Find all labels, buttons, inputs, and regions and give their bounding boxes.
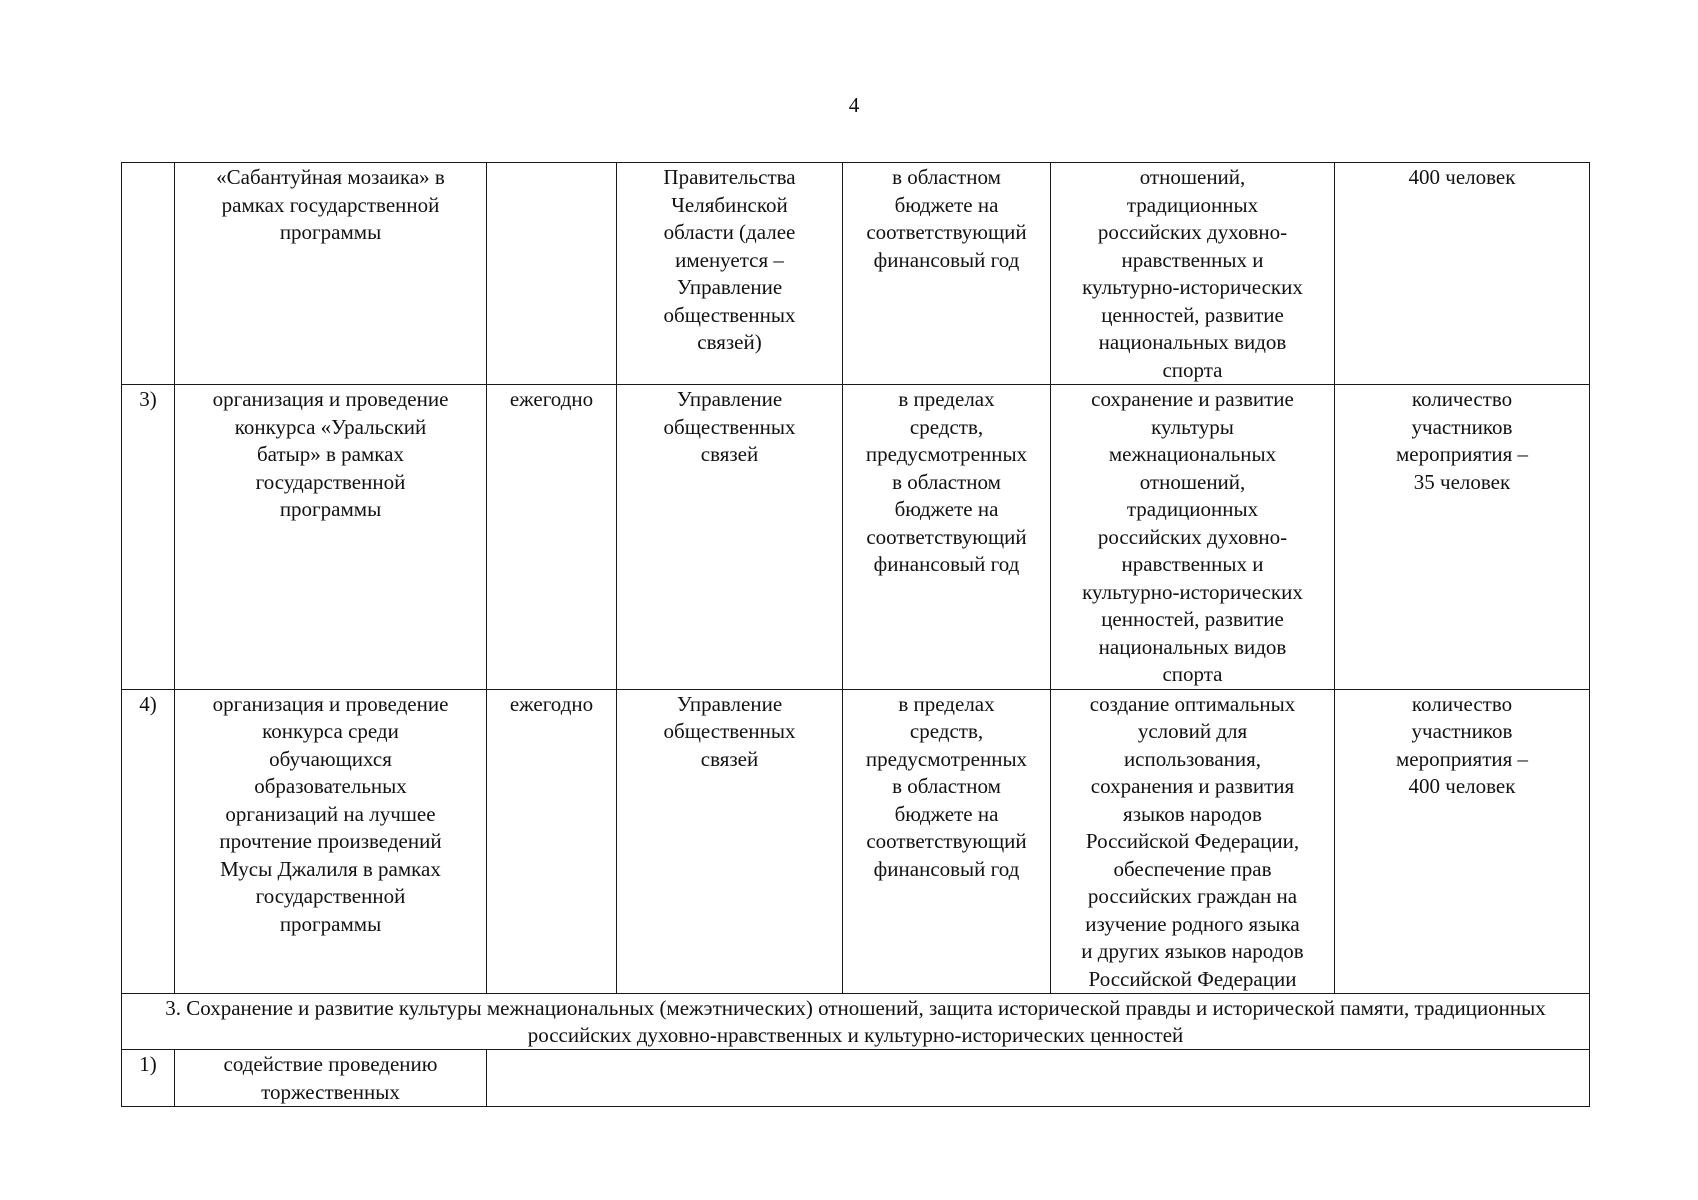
result-cell: создание оптимальных условий для использования, сохранения и развития языков народов Российской Федерации, обеспечение прав российских граждан на изучение родного языка и других языков народов Российской Федерации <box>1051 689 1335 994</box>
indicator-cell: количество участников мероприятия – 35 человек <box>1335 385 1590 690</box>
executor-cell: Правительства Челябинской области (далее именуется – Управление общественных связей) <box>617 163 843 385</box>
empty-cell <box>487 1050 1590 1107</box>
result-cell: отношений, традиционных российских духовно- нравственных и культурно-исторических ценностей, развитие национальных видов спорта <box>1051 163 1335 385</box>
activity-cell: содействие проведению торжественных <box>175 1050 487 1107</box>
funding-cell: в пределах средств, предусмотренных в областном бюджете на соответствующий финансовый год <box>843 385 1051 690</box>
funding-cell: в областном бюджете на соответствующий финансовый год <box>843 163 1051 385</box>
funding-cell: в пределах средств, предусмотренных в областном бюджете на соответствующий финансовый год <box>843 689 1051 994</box>
measures-table <box>121 162 1590 1107</box>
page-number: 4 <box>848 93 860 117</box>
row-number: 1) <box>122 1050 175 1107</box>
period-cell: ежегодно <box>487 385 617 690</box>
table-row <box>122 163 1590 385</box>
executor-cell: Управление общественных связей <box>617 385 843 690</box>
indicator-cell: количество участников мероприятия – 400 человек <box>1335 689 1590 994</box>
section-title: 3. Сохранение и развитие культуры межнациональных (межэтнических) отношений, защита исторической правды и исторической памяти, традиционных российских духовно-нравственных и культурно-исторических ценностей <box>122 994 1590 1050</box>
activity-cell: «Сабантуйная мозаика» в рамках государственной программы <box>175 163 487 385</box>
period-cell: ежегодно <box>487 689 617 994</box>
period-cell <box>487 163 617 385</box>
table-row <box>122 385 1590 690</box>
table-row <box>122 1050 1590 1107</box>
row-number <box>122 163 175 385</box>
activity-cell: организация и проведение конкурса среди обучающихся образовательных организаций на лучшее прочтение произведений Мусы Джалиля в рамках государственной программы <box>175 689 487 994</box>
indicator-cell: 400 человек <box>1335 163 1590 385</box>
activity-cell: организация и проведение конкурса «Уральский батыр» в рамках государственной программы <box>175 385 487 690</box>
row-number: 4) <box>122 689 175 994</box>
executor-cell: Управление общественных связей <box>617 689 843 994</box>
section-header-row <box>122 994 1590 1050</box>
table-row <box>122 689 1590 994</box>
row-number: 3) <box>122 385 175 690</box>
result-cell: сохранение и развитие культуры межнациональных отношений, традиционных российских духовно- нравственных и культурно-исторических ценностей, развитие национальных видов спорта <box>1051 385 1335 690</box>
